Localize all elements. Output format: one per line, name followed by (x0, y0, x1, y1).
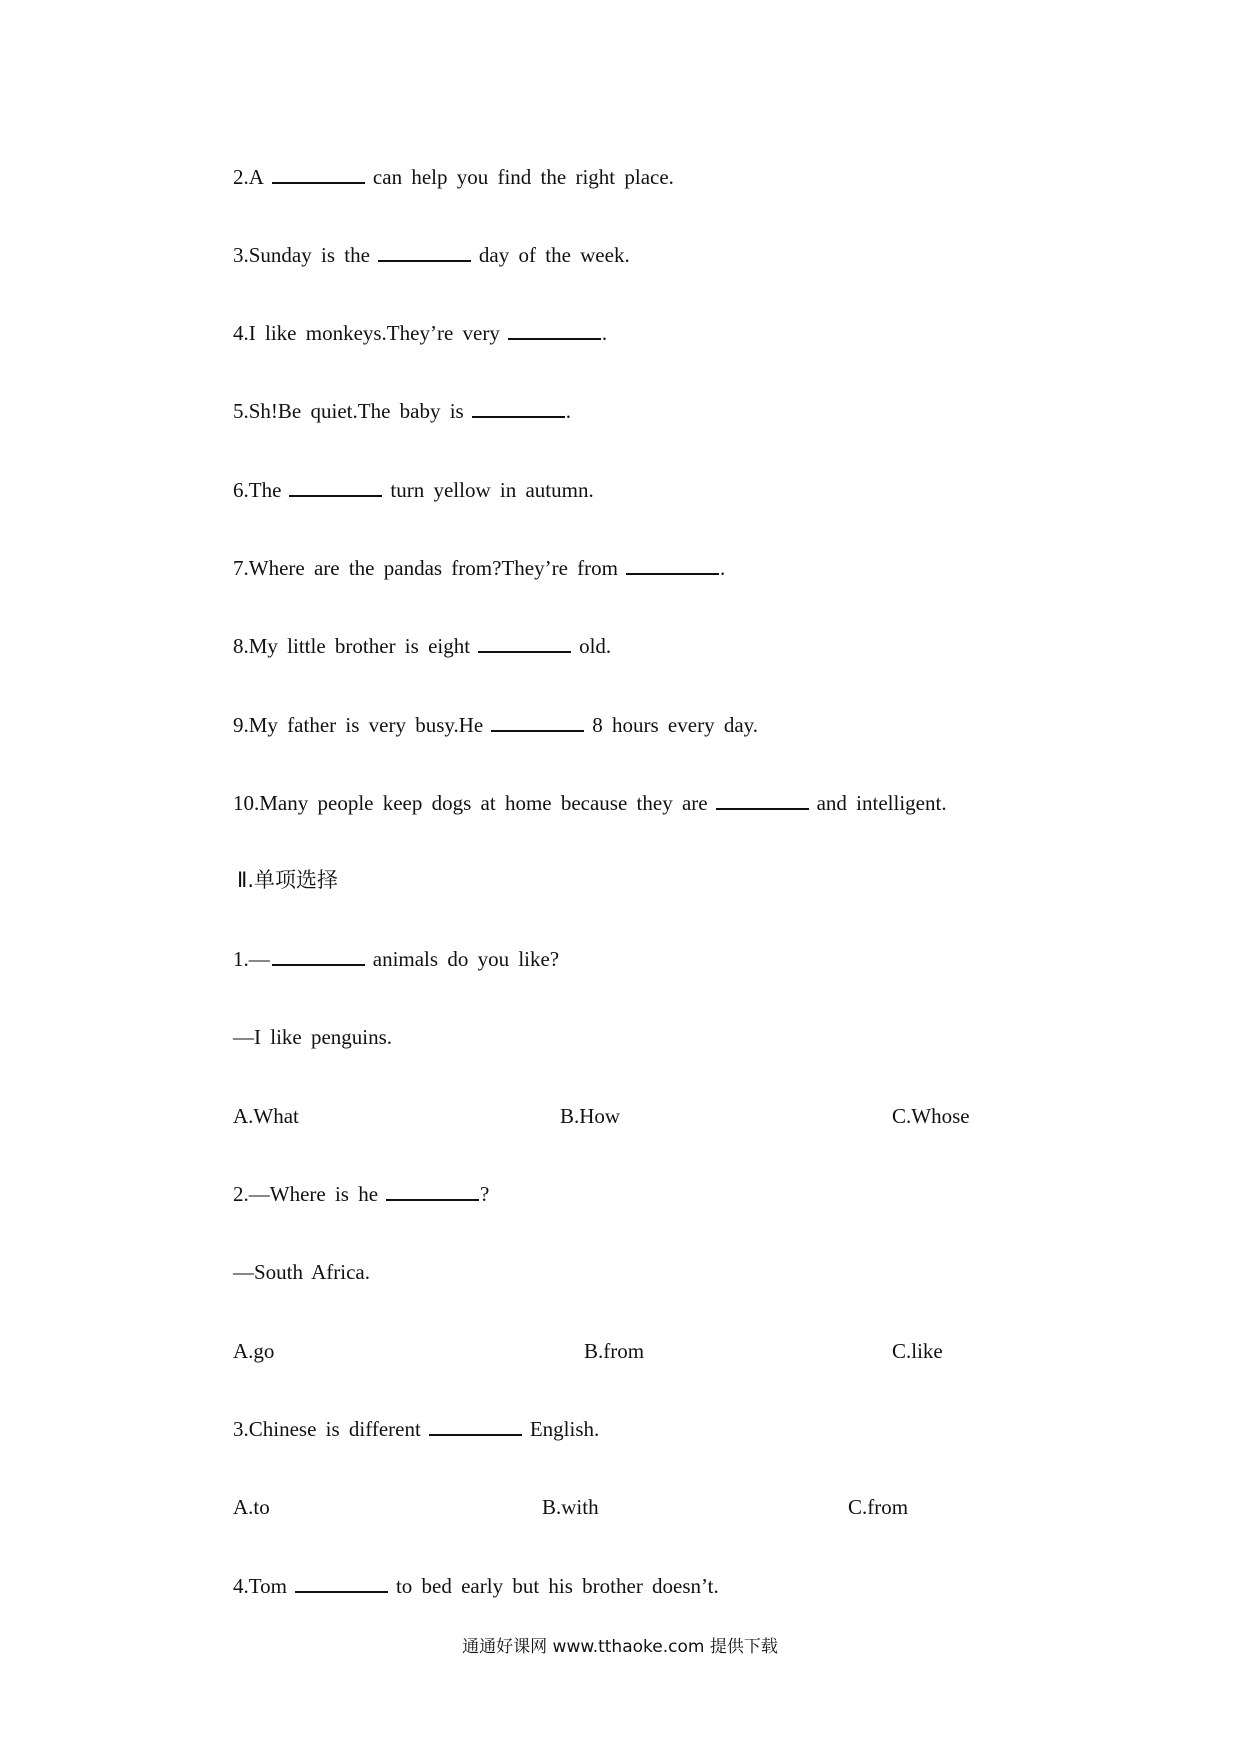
answer-blank (289, 477, 382, 497)
mc-q3-option-b: B.with (542, 1495, 599, 1519)
question-text: 2.—Where is he (233, 1182, 379, 1206)
answer-blank (491, 712, 584, 732)
question-text: . (565, 399, 571, 423)
question-text: 1.— (233, 947, 270, 971)
question-text: 7.Where are the pandas from?They’re from (233, 556, 618, 580)
mc-question-3 (233, 1416, 599, 1442)
question-text: turn yellow in autumn. (390, 478, 594, 502)
question-text: 4.Tom (233, 1574, 287, 1598)
answer-blank (472, 398, 565, 418)
fill-question-10 (233, 790, 947, 816)
question-text: 8.My little brother is eight (233, 634, 471, 658)
answer-blank (429, 1416, 522, 1436)
mc-question-4 (233, 1573, 719, 1599)
mc-question-2 (233, 1181, 489, 1207)
answer-blank (478, 633, 571, 653)
fill-question-9 (233, 712, 758, 738)
question-text: day of the week. (478, 243, 630, 267)
fill-question-8 (233, 633, 611, 659)
answer-blank (386, 1181, 479, 1201)
question-text: animals do you like? (372, 947, 560, 971)
question-text: ? (480, 1182, 490, 1206)
question-text: 5.Sh!Be quiet.The baby is (233, 399, 464, 423)
question-text: to bed early but his brother doesn’t. (395, 1574, 719, 1598)
question-text: can help you find the right place. (372, 165, 674, 189)
mc-question-2-answer: —South Africa. (233, 1260, 370, 1284)
question-text: 3.Chinese is different (233, 1417, 421, 1441)
question-text: and intelligent. (816, 791, 947, 815)
question-text: old. (579, 634, 612, 658)
question-text: . (719, 556, 726, 580)
fill-question-3 (233, 242, 630, 268)
mc-q2-option-a: A.go (233, 1339, 275, 1363)
mc-q3-option-a: A.to (233, 1495, 270, 1519)
question-text: 3.Sunday is the (233, 243, 370, 267)
page-footer: 通通好课网 www.tthaoke.com 提供下载 (462, 1637, 778, 1657)
question-text: 9.My father is very busy.He (233, 713, 484, 737)
mc-q3-option-c: C.from (848, 1495, 909, 1519)
fill-question-7 (233, 555, 725, 581)
answer-blank (626, 555, 719, 575)
answer-blank (716, 790, 809, 810)
mc-question-1 (233, 946, 559, 972)
answer-blank (508, 320, 601, 340)
answer-blank (295, 1573, 388, 1593)
question-text: 10.Many people keep dogs at home because they are (233, 791, 708, 815)
question-text: 8 hours every day. (592, 713, 759, 737)
fill-question-6 (233, 477, 594, 503)
question-text: 4.I like monkeys.They’re very (233, 321, 500, 345)
question-text: 2.A (233, 165, 264, 189)
mc-q2-option-b: B.from (584, 1339, 645, 1363)
mc-q1-option-c: C.Whose (892, 1104, 970, 1128)
mc-q1-option-b: B.How (560, 1104, 621, 1128)
answer-blank (378, 242, 471, 262)
fill-question-5 (233, 398, 571, 424)
question-text: 6.The (233, 478, 282, 502)
mc-question-1-answer: —I like penguins. (233, 1025, 393, 1049)
fill-question-2 (233, 164, 674, 190)
fill-question-4 (233, 320, 607, 346)
question-text: . (601, 321, 608, 345)
section-title: Ⅱ.单项选择 (237, 868, 339, 892)
mc-q1-option-a: A.What (233, 1104, 299, 1128)
question-text: English. (529, 1417, 600, 1441)
answer-blank (272, 164, 365, 184)
answer-blank (272, 946, 365, 966)
mc-q2-option-c: C.like (892, 1339, 943, 1363)
